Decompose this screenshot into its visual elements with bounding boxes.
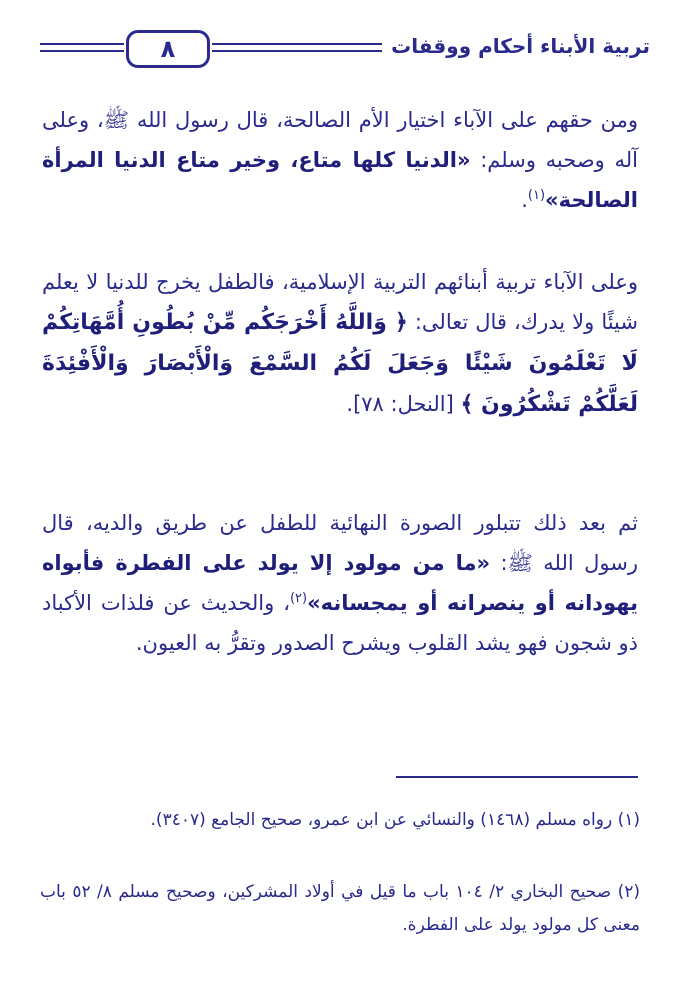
page-number-badge — [126, 30, 210, 68]
header-rule-left — [40, 43, 124, 45]
paragraph-3-end: ، والحديث عن فلذات الأكباد ذو شجون فهو يشد القلوب ويشرح الصدور وتقرُّ به العيون. — [42, 591, 638, 655]
book-title: تربية الأبناء أحكام ووقفات — [391, 34, 650, 58]
paragraph-1-end: . — [521, 188, 528, 212]
hadith-quote-2: «ما من مولود إلا يولد على الفطرة فأبواه يهودانه أو ينصرانه أو يمجسانه» — [42, 551, 638, 615]
footnote-ref-2[interactable]: (٢) — [289, 591, 308, 606]
paragraph-1-intro: ومن حقهم على الآباء اختيار الأم الصالحة، قال رسول الله ﷺ، وعلى آله وصحبه وسلم: — [42, 108, 638, 172]
paragraph-1 — [42, 100, 638, 220]
hadith-quote-1: «الدنيا كلها متاع، وخير متاع الدنيا المرأة الصالحة» — [42, 148, 638, 212]
header-rule-left-2 — [40, 50, 124, 52]
running-header — [40, 28, 650, 74]
quran-verse: ﴿ وَاللَّهُ أَخْرَجَكُم مِّنْ بُطُونِ أُمَّهَاتِكُمْ لَا تَعْلَمُونَ شَيْئًا وَجَعَلَ لَكُمُ السَّمْعَ وَالْأَبْصَارَ وَالْأَفْئِدَةَ لَعَلَّكُمْ تَشْكُرُونَ ﴾ — [42, 310, 638, 417]
footnote-2: (٢) صحيح البخاري ٢/ ١٠٤ باب ما قيل في أولاد المشركين، وصحيح مسلم ٨/ ٥٢ باب معنى كل مولود يولد على الفطرة. — [40, 882, 640, 935]
footnote-1: (١) رواه مسلم (١٤٦٨) والنسائي عن ابن عمرو، صحيح الجامع (٣٤٠٧). — [150, 810, 640, 830]
page-number: ٨ — [160, 35, 176, 63]
paragraph-2-intro: وعلى الآباء تربية أبنائهم التربية الإسلامية، فالطفل يخرج للدنيا لا يعلم شيئًا ولا يدرك، قال تعالى: — [42, 270, 638, 334]
header-rule-right — [212, 43, 382, 45]
footnote-ref-1[interactable]: (١) — [527, 188, 546, 203]
footnote-separator — [396, 776, 638, 778]
verse-citation: [النحل: ٧٨]. — [346, 392, 461, 416]
paragraph-3 — [42, 503, 638, 663]
paragraph-3-intro: ثم بعد ذلك تتبلور الصورة النهائية للطفل عن طريق والديه، قال رسول الله ﷺ: — [42, 511, 638, 575]
paragraph-2 — [42, 262, 638, 425]
header-rule-right-2 — [212, 50, 382, 52]
